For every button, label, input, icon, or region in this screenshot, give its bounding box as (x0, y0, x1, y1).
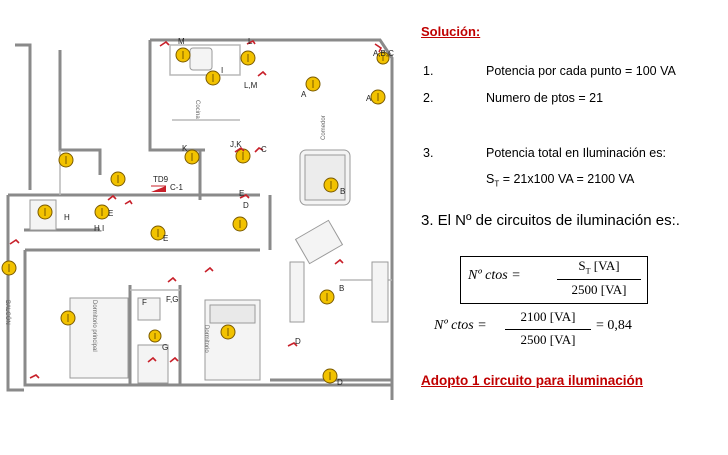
label-lm: L,M (244, 81, 258, 90)
lamp-icon (38, 205, 52, 219)
label-hi: H,I (94, 224, 105, 233)
label-abc: A,B,C (373, 49, 394, 58)
label-fg: F,G (166, 295, 179, 304)
power-symbol: S (486, 172, 495, 186)
lamp-icon (320, 290, 334, 304)
room-label-cocina: Cocina (194, 100, 200, 119)
label-l: L (248, 37, 253, 46)
lamp-icon (176, 48, 190, 62)
switch-icon (168, 278, 176, 282)
item-2-number: 2. (423, 91, 434, 105)
label-g: G (162, 343, 169, 352)
lamp-icon (233, 217, 247, 231)
switch-icon (170, 358, 178, 362)
label-a1: A (301, 90, 307, 99)
formula-1-lhs: Nº ctos = (468, 268, 521, 283)
switch-icon (160, 42, 169, 46)
switch-icon (335, 260, 343, 264)
circuits-question: 3. El Nº de circuitos de iluminación es:. (421, 212, 680, 229)
label-e2: E (108, 209, 114, 218)
formula-1-s: S (578, 258, 586, 273)
lamp-icon (149, 330, 161, 342)
lamp-icon (306, 77, 320, 91)
formula-1-unit: [VA] (590, 258, 620, 273)
label-d3: D (337, 378, 343, 387)
room-label-comedor: Comedor (321, 115, 327, 140)
label-k: K (182, 144, 188, 153)
lamp-icon (2, 261, 16, 275)
switch-icon (108, 196, 116, 200)
formula-2-bar (505, 329, 591, 330)
lamp-icon (324, 178, 338, 192)
label-e3: E (163, 234, 169, 243)
switch-icon (258, 72, 266, 76)
switch-icon (30, 375, 39, 378)
item-1-text: Potencia por cada punto = 100 VA (486, 64, 676, 78)
conclusion: Adopto 1 circuito para iluminación (421, 373, 644, 388)
formula-1-denominator: 2500 [VA] (571, 282, 627, 297)
lamp-icon (241, 51, 255, 65)
label-d1: D (243, 201, 249, 210)
item-3-text: Potencia total en Iluminación es: (486, 146, 666, 160)
distribution-board (151, 186, 166, 192)
room-label-dormitorio-principal: Dormitorio principal (91, 300, 97, 352)
label-h: H (64, 213, 70, 222)
label-td9: TD9 (153, 175, 169, 184)
power-value: = 21x100 VA = 2100 VA (499, 172, 635, 186)
label-jk: J,K (230, 140, 242, 149)
formula-2-numerator: 2100 [VA] (520, 309, 576, 324)
label-e1: E (239, 189, 245, 198)
power-subscript: T (494, 179, 500, 189)
label-b2: B (339, 284, 345, 293)
formula-2-result: = 0,84 (596, 318, 632, 333)
lamp-icon (206, 71, 220, 85)
label-a2: A (366, 94, 372, 103)
label-m: M (178, 37, 185, 46)
switch-icon (125, 201, 132, 204)
total-power-line (486, 172, 634, 189)
label-c: C (261, 145, 267, 154)
lamp-icon (95, 205, 109, 219)
switch-icon (205, 268, 213, 272)
lamp-icon (59, 153, 73, 167)
label-b1: B (340, 187, 346, 196)
room-label-dormitorio: Dormitorio (203, 325, 209, 353)
formula-2-lhs: Nº ctos = (434, 318, 487, 333)
label-i: I (221, 66, 224, 75)
lamp-icon (111, 172, 125, 186)
label-c1: C-1 (170, 183, 183, 192)
lamp-icon (61, 311, 75, 325)
formula-1-sub: T (585, 266, 591, 276)
switch-icon (10, 240, 19, 244)
lamp-icon (371, 90, 385, 104)
item-3-number: 3. (423, 146, 434, 160)
switches (10, 41, 381, 378)
formula-1-bar (557, 279, 641, 280)
room-label-balcon: BALCÓN (4, 300, 10, 325)
formula-2-denominator: 2500 [VA] (520, 332, 576, 347)
label-d2: D (295, 337, 301, 346)
solution-title: Solución: (421, 24, 481, 39)
formula-1-numerator (557, 258, 641, 276)
item-2-text: Numero de ptos = 21 (486, 91, 604, 105)
lamp-icon (221, 325, 235, 339)
label-f: F (142, 298, 147, 307)
item-1-number: 1. (423, 64, 434, 78)
lamp-icon (323, 369, 337, 383)
